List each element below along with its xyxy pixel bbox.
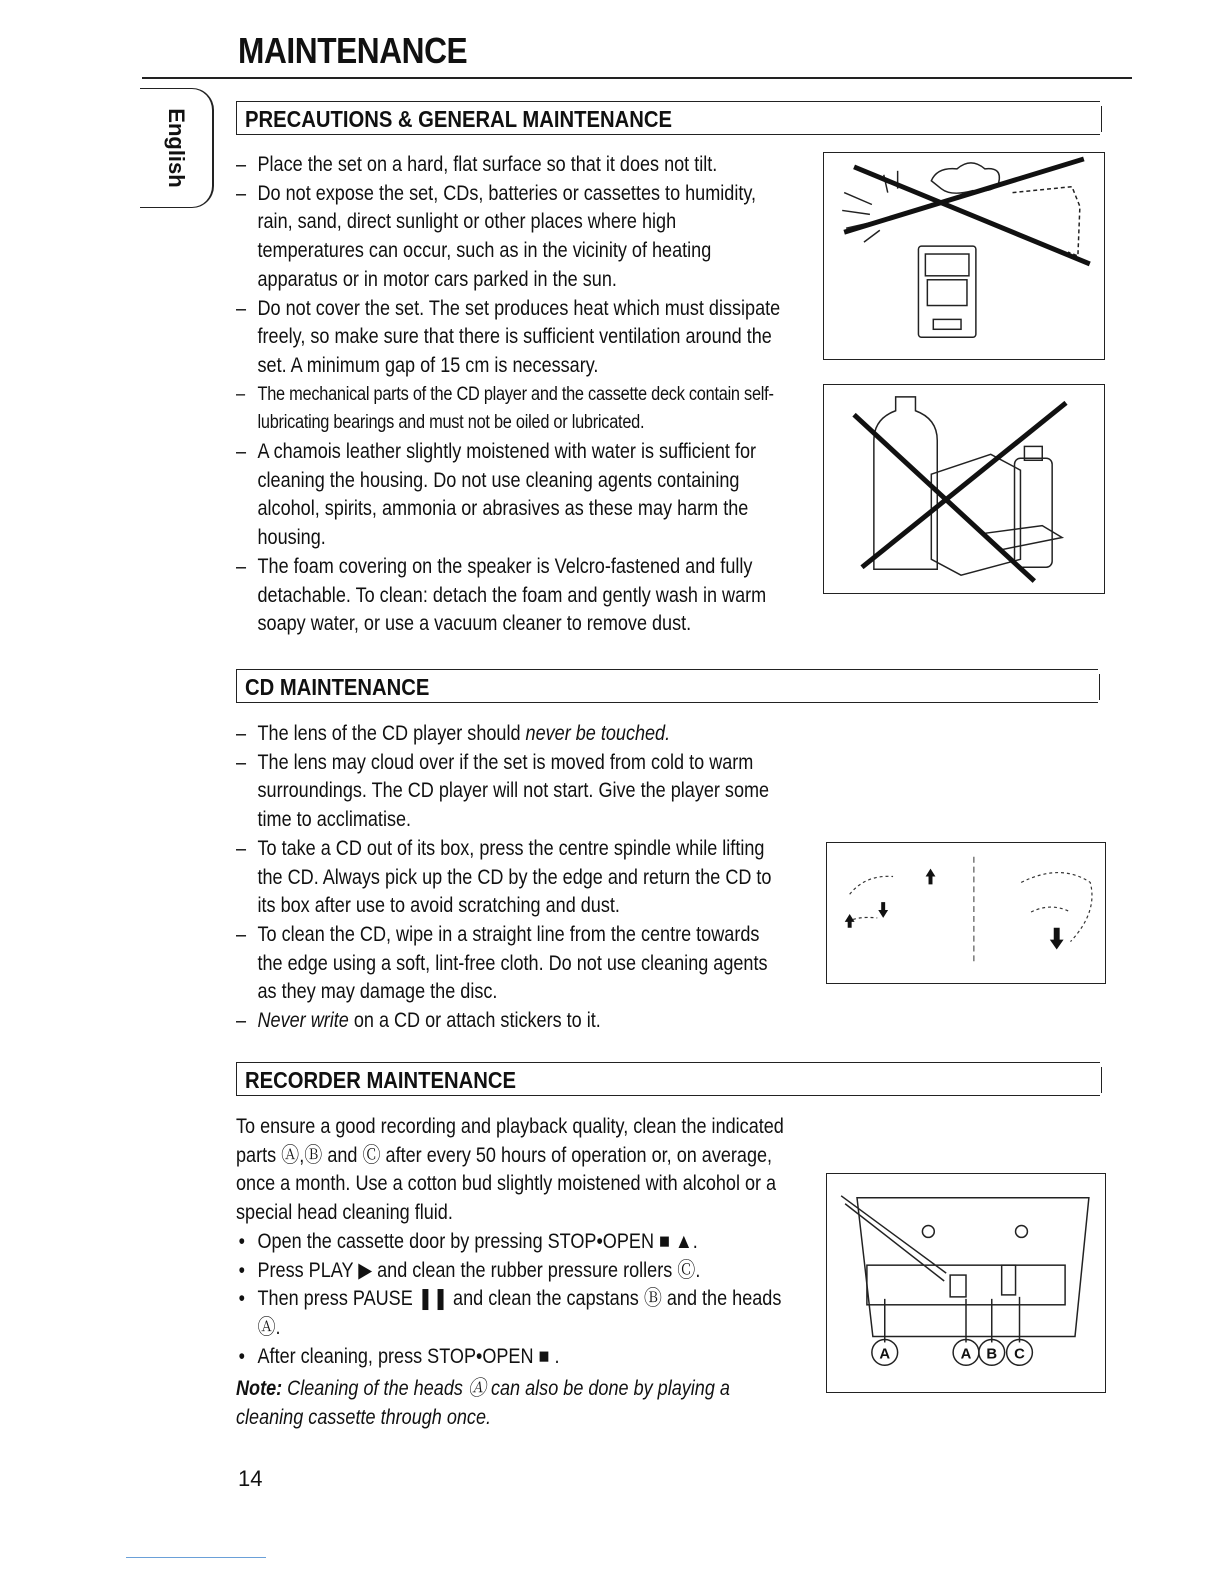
no-agents-svg [824,385,1104,593]
fig-label-c: C [1014,1346,1025,1363]
recorder-heading: RECORDER MAINTENANCE [236,1062,1100,1096]
list-item: • Then press PAUSE ❚❚ and clean the capstans Ⓑ and the heads Ⓐ. [236,1285,786,1342]
no-cleaning-agents-illustration [823,384,1105,594]
list-item: – Never write on a CD or attach stickers to it. [236,1007,786,1036]
cd-text [236,720,876,1036]
list-item: – To clean the CD, wipe in a straight line from the centre towards the edge using a soft, lint-free cloth. Do not use cleaning agents as they may damage the disc. [236,921,786,1007]
language-tab[interactable] [140,88,214,208]
list-item: – The lens may cloud over if the set is moved from cold to warm surroundings. The CD player will not start. Give the player some time to acclimatise. [236,749,786,835]
list-item: • Open the cassette door by pressing STOP•OPEN ■ ▲. [236,1228,786,1257]
language-tab-label: English [164,108,189,188]
list-item: – Do not expose the set, CDs, batteries or cassettes to humidity, rain, sand, direct sunlight or other places where high temperatures can occur, such as in the vicinity of heating apparatus or in motor cars parked in the sun. [236,180,786,295]
precautions-heading: PRECAUTIONS & GENERAL MAINTENANCE [236,101,1100,135]
cd-list [236,720,786,1036]
recorder-steps [236,1228,786,1372]
list-item: • After cleaning, press STOP•OPEN ■ . [236,1343,786,1372]
precautions-list [236,151,786,639]
cd-handling-illustration [826,842,1106,984]
page-number: 14 [238,1466,263,1491]
recorder-intro: To ensure a good recording and playback quality, clean the indicated parts Ⓐ,Ⓑ and Ⓒ after every 50 hours of operation or, on average, once a month. Use a cotton bud slightly moistened with alcohol or a special head cleaning fluid. [236,1115,784,1225]
footer-divider [126,1557,266,1558]
list-item: – A chamois leather slightly moistened with water is sufficient for cleaning the housing. Do not use cleaning agents containing alcohol, spirits, ammonia or abrasives as these may harm the housing. [236,438,786,553]
recorder-note: Note: Cleaning of the heads Ⓐ can also be done by playing a cleaning cassette through once. [236,1377,730,1430]
no-heat-illustration [823,152,1105,360]
fig-label-a2: A [960,1346,972,1363]
cassette-deck-illustration [826,1173,1106,1393]
list-item: – The lens of the CD player should never be touched. [236,720,786,749]
list-item: • Press PLAY ▶ and clean the rubber pressure rollers Ⓒ. [236,1257,786,1286]
cd-heading: CD MAINTENANCE [236,669,1098,703]
list-item: – Place the set on a hard, flat surface so that it does not tilt. [236,151,786,180]
title-divider [142,77,1132,79]
list-item: – Do not cover the set. The set produces heat which must dissipate freely, so make sure that there is sufficient ventilation around the set. A minimum gap of 15 cm is necessary. [236,295,786,381]
cassette-deck-svg [827,1174,1105,1392]
fig-label-b: B [986,1346,998,1363]
fig-label-a1: A [879,1346,891,1363]
cd-handling-svg [827,843,1105,983]
list-item: – The mechanical parts of the CD player and the cassette deck contain self-lubricating bearings and must not be oiled or lubricated. [236,381,786,438]
page-title: MAINTENANCE [238,30,468,71]
precautions-text [236,151,876,639]
recorder-text [236,1113,876,1433]
no-heat-svg [824,153,1104,359]
list-item: – The foam covering on the speaker is Velcro-fastened and fully detachable. To clean: detach the foam and gently wash in warm soapy water, or use a vacuum cleaner to remove dust. [236,553,786,639]
list-item: – To take a CD out of its box, press the centre spindle while lifting the CD. Always pick up the CD by the edge and return the CD to its box after use to avoid scratching and dust. [236,835,786,921]
